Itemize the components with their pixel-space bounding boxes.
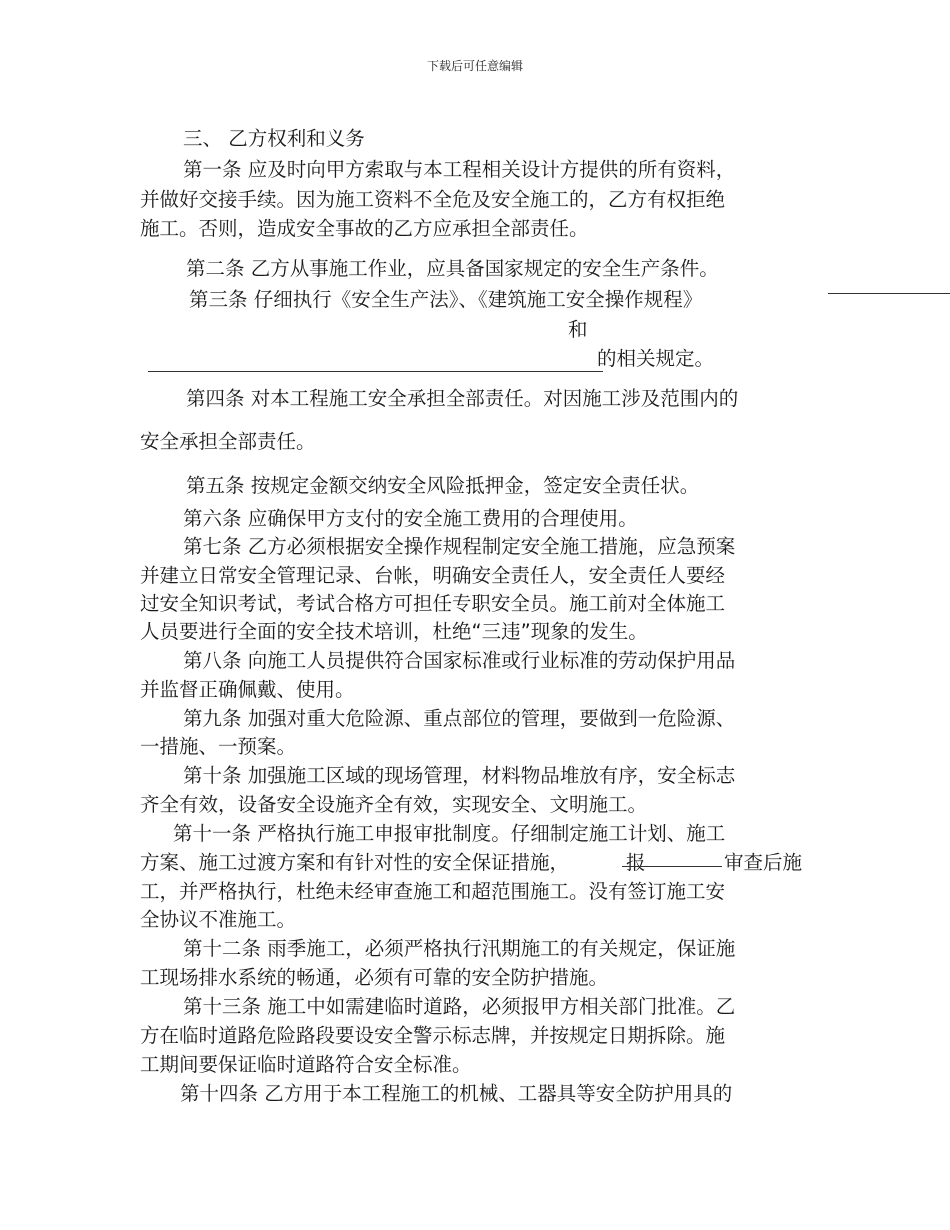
article-14-line-1: 第十四条 乙方用于本工程施工的机械、工器具等安全防护用具的 bbox=[180, 1082, 733, 1105]
article-12-line-1: 第十二条 雨季施工，必须严格执行汛期施工的有关规定，保证施 bbox=[183, 937, 736, 960]
section-title: 三、 乙方权利和义务 bbox=[183, 127, 365, 150]
article-1-line-3: 施工。否则，造成安全事故的乙方应承担全部责任。 bbox=[140, 217, 589, 240]
article-11-line-3: 工，并严格执行，杜绝未经审查施工和超范围施工。没有签订施工安 bbox=[140, 880, 726, 903]
page-header-note: 下载后可任意编辑 bbox=[426, 59, 523, 73]
article-7-line-3: 过安全知识考试，考试合格方可担任专职安全员。施工前对全体施工 bbox=[140, 592, 726, 615]
article-3-line-2: 和 bbox=[568, 318, 588, 341]
article-11-line-2b: 报 bbox=[626, 851, 646, 874]
article-11-line-2a: 方案、施工过渡方案和有针对性的安全保证措施， bbox=[140, 851, 570, 874]
article-1-line-2: 并做好交接手续。因为施工资料不全危及安全施工的，乙方有权拒绝 bbox=[140, 188, 726, 211]
article-10-line-2: 齐全有效，设备安全设施齐全有效，实现安全、文明施工。 bbox=[140, 793, 648, 816]
blank-underline-2 bbox=[148, 371, 603, 372]
article-7-line-2: 并建立日常安全管理记录、台帐，明确安全责任人，安全责任人要经 bbox=[140, 564, 726, 587]
article-6-line-1: 第六条 应确保甲方支付的安全施工费用的合理使用。 bbox=[183, 507, 638, 530]
article-9-line-1: 第九条 加强对重大危险源、重点部位的管理，要做到一危险源、 bbox=[183, 707, 736, 730]
article-8-line-1: 第八条 向施工人员提供符合国家标准或行业标准的劳动保护用品 bbox=[183, 649, 736, 672]
article-7-line-1: 第七条 乙方必须根据安全操作规程制定安全施工措施，应急预案 bbox=[183, 535, 736, 558]
article-5-line-1: 第五条 按规定金额交纳安全风险抵押金，签定安全责任状。 bbox=[186, 474, 700, 497]
article-7-line-4: 人员要进行全面的安全技术培训，杜绝“三违”现象的发生。 bbox=[140, 620, 648, 643]
article-12-line-2: 工现场排水系统的畅通，必须有可靠的安全防护措施。 bbox=[140, 966, 609, 989]
blank-underline-3 bbox=[622, 866, 722, 867]
article-9-line-2: 一措施、一预案。 bbox=[140, 735, 297, 758]
article-11-line-2c: 审查后施 bbox=[724, 851, 803, 874]
article-13-line-1: 第十三条 施工中如需建临时道路，必须报甲方相关部门批准。乙 bbox=[183, 995, 736, 1018]
article-13-line-3: 工期间要保证临时道路符合安全标准。 bbox=[140, 1053, 472, 1076]
blank-underline-1 bbox=[828, 293, 950, 294]
article-4-line-1: 第四条 对本工程施工安全承担全部责任。对因施工涉及范围内的 bbox=[186, 387, 739, 410]
article-3-line-1: 第三条 仔细执行《安全生产法》、《建筑施工安全操作规程》 bbox=[189, 288, 703, 311]
article-4-line-2: 安全承担全部责任。 bbox=[140, 430, 316, 453]
article-3-line-3: 的相关规定。 bbox=[597, 347, 715, 370]
article-11-line-4: 全协议不准施工。 bbox=[140, 908, 297, 931]
article-13-line-2: 方在临时道路危险路段要设安全警示标志牌，并按规定日期拆除。施 bbox=[140, 1024, 726, 1047]
article-1-line-1: 第一条 应及时向甲方索取与本工程相关设计方提供的所有资料， bbox=[183, 158, 736, 181]
article-8-line-2: 并监督正确佩戴、使用。 bbox=[140, 678, 355, 701]
article-2-line-1: 第二条 乙方从事施工作业，应具备国家规定的安全生产条件。 bbox=[186, 257, 719, 280]
article-11-line-1: 第十一条 严格执行施工申报审批制度。仔细制定施工计划、施工 bbox=[173, 822, 726, 845]
article-10-line-1: 第十条 加强施工区域的现场管理，材料物品堆放有序，安全标志 bbox=[183, 764, 736, 787]
